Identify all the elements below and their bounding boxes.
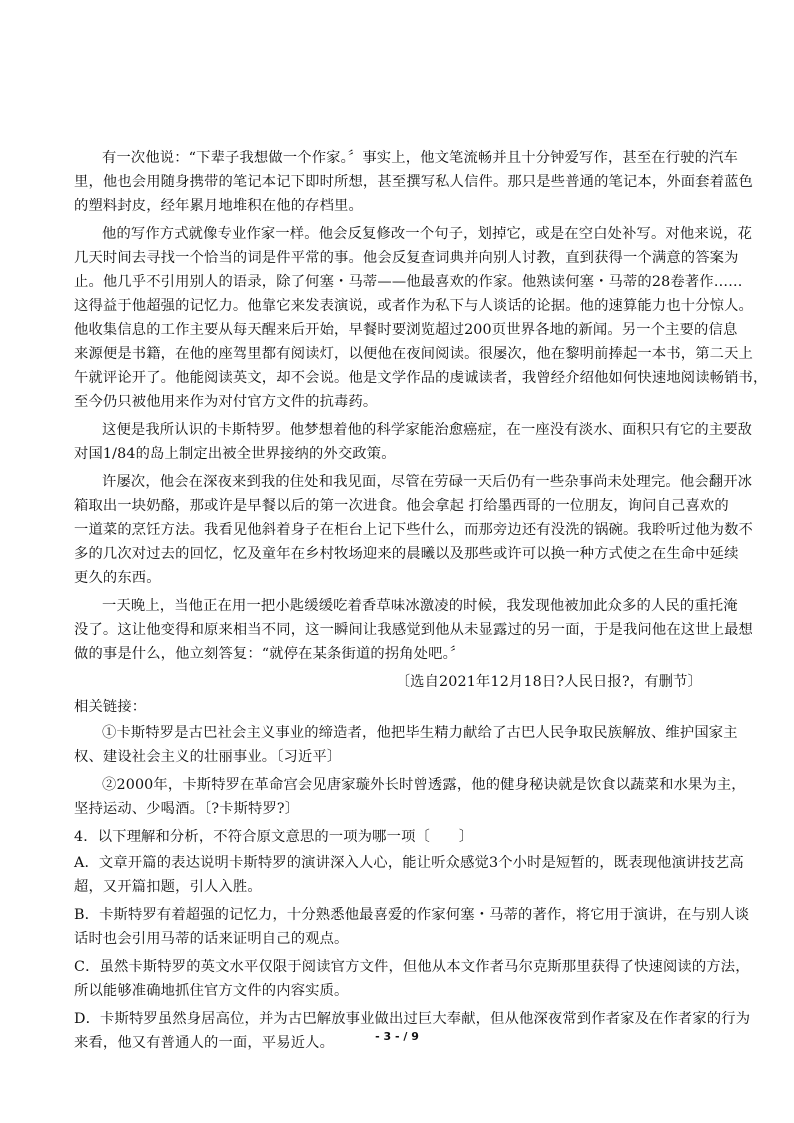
option-c: 所以能够准确地抓住官方文件的内容实质。 xyxy=(74,983,349,999)
option-a: 超，又开篇扣题，引人入胜。 xyxy=(74,879,262,895)
paragraph-line: 的塑料封皮，经年累月地堆积在他的存档里。 xyxy=(74,198,363,214)
paragraph-line: 多的几次对过去的回忆，忆及童年在乡村牧场迎来的晨曦以及那些或许可以换一种方式使之在生命中延续 xyxy=(74,546,739,562)
option-b: 话时也会引用马蒂的话来证明自己的观点。 xyxy=(74,931,349,947)
paragraph-line: 箱取出一块奶酪，那或许是早餐以后的第一次进食。他会拿起 打给墨西哥的一位朋友，询问自己喜欢的 xyxy=(74,498,729,514)
option-d: 来看，他又有普通人的一面，平易近人。 xyxy=(74,1035,335,1051)
option-a: A．文章开篇的表达说明卡斯特罗的演讲深入人心，能让听众感觉3个小时是短暂的，既表现他演讲技艺高 xyxy=(74,855,744,871)
paragraph-line: 没了。这让他变得和原来相当不同，这一瞬间让我感觉到他从未显露过的另一面，于是我问他在这世上最想 xyxy=(74,622,753,638)
paragraph-line: 有一次他说：“下辈子我想做一个作家。〞事实上，他文笔流畅并且十分钟爱写作，甚至在行驶的汽车 xyxy=(102,150,738,166)
paragraph-line: 来源便是书籍，在他的座驾里都有阅读灯，以便他在夜间阅读。很屡次，他在黎明前捧起一本书，第二天上 xyxy=(74,346,753,362)
option-d: D．卡斯特罗虽然身居高位，并为古巴解放事业做出过巨大奉献，但从他深夜常到作者家及在作者家的行为 xyxy=(74,1011,751,1027)
paragraph-line: 更久的东西。 xyxy=(74,570,161,586)
source-citation: 〔选自2021年12月18日?人民日报?，有删节〕 xyxy=(395,674,702,690)
related-link-item: ②2000年，卡斯特罗在革命宫会见唐家璇外长时曾透露，他的健身秘诀就是饮食以蔬菜和水果为主， xyxy=(102,777,746,793)
related-link-item: ①卡斯特罗是古巴社会主义事业的缔造者，他把毕生精力献给了古巴人民争取民族解放、维护国家主 xyxy=(102,725,738,741)
paragraph-line: 他的写作方式就像专业作家一样。他会反复修改一个句子，划掉它，或是在空白处补写。对他来说，花 xyxy=(102,226,753,242)
question-stem: 4．以下理解和分析，不符合原文意思的一项为哪一项〔 〕 xyxy=(74,829,474,845)
paragraph-line: 许屡次，他会在深夜来到我的住处和我见面，尽管在劳碌一天后仍有一些杂事尚未处理完。他会翻开冰 xyxy=(102,474,753,490)
paragraph-line: 这得益于他超强的记忆力。他靠它来发表演说，或者作为私下与人谈话的论据。他的速算能力也十分惊人。 xyxy=(74,298,753,314)
paragraph-line: 做的事是什么，他立刻答复：“就停在某条街道的拐角处吧。〞 xyxy=(74,646,465,662)
related-link-item: 坚持运动、少喝酒。〔?卡斯特罗?〕 xyxy=(74,801,300,817)
paragraph-line: 对国1/84的岛上制定出被全世界接纳的外交政策。 xyxy=(74,446,396,462)
page-number: - 3 - / 9 xyxy=(375,1030,419,1043)
paragraph-line: 止。他几乎不引用别人的语录，除了何塞・马蒂——他最喜欢的作家。他熟读何塞・马蒂的28卷著作…… xyxy=(74,274,743,290)
related-link-item: 权、建设社会主义的壮丽事业。〔习近平〕 xyxy=(74,749,342,765)
paragraph-line: 这便是我所认识的卡斯特罗。他梦想着他的科学家能治愈癌症，在一座没有淡水、面积只有它的主要敌 xyxy=(102,422,753,438)
paragraph-line: 他收集信息的工作主要从每天醒来后开始，早餐时要浏览超过200页世界各地的新闻。另一个主要的信息 xyxy=(74,322,738,338)
paragraph-line: 午就评论开了。他能阅读英文，却不会说。他是文学作品的虔诚读者，我曾经介绍他如何快速地阅读畅销书， xyxy=(74,370,768,386)
paragraph-line: 一天晚上，当他正在用一把小匙缓缓吃着香草味冰激凌的时候，我发现他被加此众多的人民的重托淹 xyxy=(102,598,738,614)
paragraph-line: 里，他也会用随身携带的笔记本记下即时所想，甚至撰写私人信件。那只是些普通的笔记本，外面套着蓝色 xyxy=(74,174,753,190)
related-links-heading: 相关链接： xyxy=(74,699,147,715)
option-c: C．虽然卡斯特罗的英文水平仅限于阅读官方文件，但他从本文作者马尔克斯那里获得了快速阅读的方法， xyxy=(74,959,750,975)
option-b: B．卡斯特罗有着超强的记忆力，十分熟悉他最喜爱的作家何塞・马蒂的著作，将它用于演讲，在与别人谈 xyxy=(74,907,750,923)
paragraph-line: 至今仍只被他用来作为对付官方文件的抗毒药。 xyxy=(74,394,378,410)
paragraph-line: 几天时间去寻找一个恰当的词是件平常的事。他会反复查词典并向别人讨教，直到获得一个满意的答案为 xyxy=(74,250,739,266)
paragraph-line: 一道菜的烹饪方法。我看见他斜着身子在柜台上记下些什么，而那旁边还有没洗的锅碗。我聆听过他为数不 xyxy=(74,522,753,538)
